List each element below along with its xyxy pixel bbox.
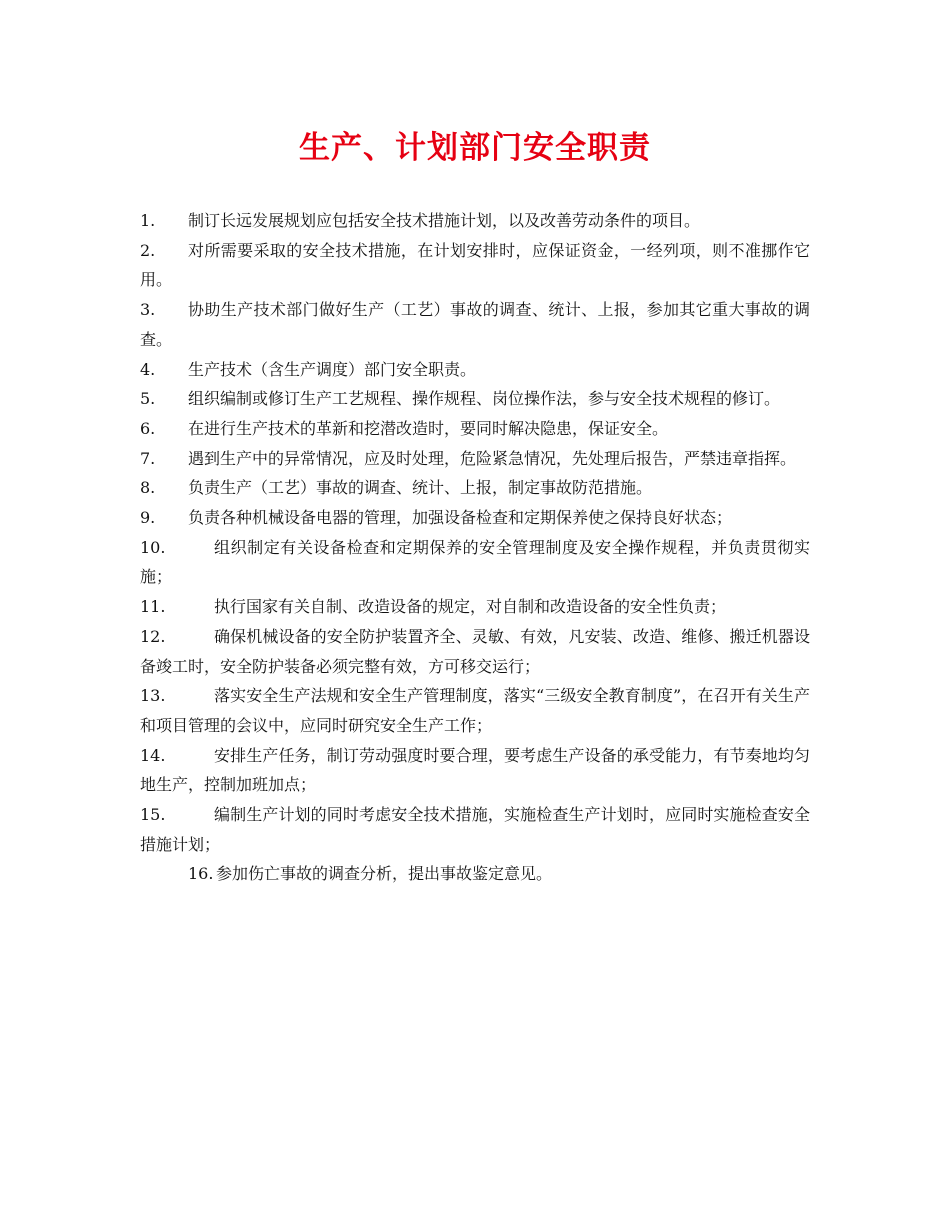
item-text: 参加伤亡事故的调查分析，提出事故鉴定意见。 bbox=[216, 864, 553, 884]
item-number: 2. bbox=[140, 240, 156, 260]
item-text: 对所需要采取的安全技术措施，在计划安排时，应保证资金，一经列项，则不准挪作它用。 bbox=[140, 240, 810, 290]
list-item bbox=[140, 503, 810, 533]
list-item bbox=[140, 622, 810, 681]
item-text: 执行国家有关自制、改造设备的规定，对自制和改造设备的安全性负责； bbox=[214, 597, 727, 617]
item-number: 5. bbox=[140, 389, 156, 409]
item-text: 确保机械设备的安全防护装置齐全、灵敏、有效，凡安装、改造、维修、搬迁机器设备竣工时，安全防护装备必须完整有效，方可移交运行； bbox=[140, 626, 810, 676]
item-text: 安排生产任务，制订劳动强度时要合理，要考虑生产设备的承受能力，有节奏地均匀地生产，控制加班加点； bbox=[140, 745, 810, 795]
document-title: 生产、计划部门安全职责 bbox=[299, 130, 651, 166]
item-number: 4. bbox=[140, 359, 156, 379]
list-item bbox=[140, 236, 810, 295]
item-text: 负责生产（工艺）事故的调查、统计、上报，制定事故防范措施。 bbox=[188, 478, 653, 498]
item-number: 15. bbox=[140, 805, 166, 825]
item-number: 12. bbox=[140, 626, 166, 646]
item-text: 遇到生产中的异常情况，应及时处理，危险紧急情况，先处理后报告，严禁违章指挥。 bbox=[188, 448, 797, 468]
list-item bbox=[140, 533, 810, 592]
item-text: 落实安全生产法规和安全生产管理制度，落实“三级安全教育制度”，在召开有关生产和项目管理的会议中，应同时研究安全生产工作； bbox=[140, 686, 810, 735]
item-text: 组织制定有关设备检查和定期保养的安全管理制度及安全操作规程，并负责贯彻实施； bbox=[140, 537, 810, 587]
item-text: 制订长远发展规划应包括安全技术措施计划，以及改善劳动条件的项目。 bbox=[188, 211, 701, 230]
item-number: 3. bbox=[140, 300, 156, 320]
list-item bbox=[140, 741, 810, 800]
item-number: 10. bbox=[140, 537, 166, 557]
item-number: 9. bbox=[140, 508, 156, 528]
list-item bbox=[140, 800, 810, 859]
item-number: 6. bbox=[140, 418, 156, 438]
list-item bbox=[140, 295, 810, 354]
list-item bbox=[140, 206, 810, 236]
item-number: 14. bbox=[140, 745, 166, 765]
item-text: 负责各种机械设备电器的管理，加强设备检查和定期保养使之保持良好状态； bbox=[188, 508, 733, 528]
item-text: 协助生产技术部门做好生产（工艺）事故的调查、统计、上报，参加其它重大事故的调查。 bbox=[140, 300, 810, 349]
item-number: 13. bbox=[140, 686, 166, 706]
list-item bbox=[140, 355, 810, 385]
item-text: 组织编制或修订生产工艺规程、操作规程、岗位操作法，参与安全技术规程的修订。 bbox=[188, 389, 781, 409]
item-number: 8. bbox=[140, 478, 156, 498]
item-text: 生产技术（含生产调度）部门安全职责。 bbox=[188, 359, 477, 379]
item-text: 编制生产计划的同时考虑安全技术措施，实施检查生产计划时，应同时实施检查安全措施计划； bbox=[140, 805, 810, 854]
item-text: 在进行生产技术的革新和挖潜改造时，要同时解决隐患，保证安全。 bbox=[188, 418, 669, 438]
item-number: 7. bbox=[140, 448, 156, 468]
list-item bbox=[140, 384, 810, 414]
item-number: 1. bbox=[140, 211, 156, 230]
responsibility-list bbox=[140, 206, 810, 889]
item-number: 16. bbox=[188, 864, 214, 884]
list-item bbox=[140, 444, 810, 474]
list-item bbox=[140, 473, 810, 503]
list-item bbox=[140, 592, 810, 622]
list-item bbox=[140, 859, 810, 889]
list-item bbox=[140, 681, 810, 740]
item-number: 11. bbox=[140, 597, 166, 617]
list-item bbox=[140, 414, 810, 444]
